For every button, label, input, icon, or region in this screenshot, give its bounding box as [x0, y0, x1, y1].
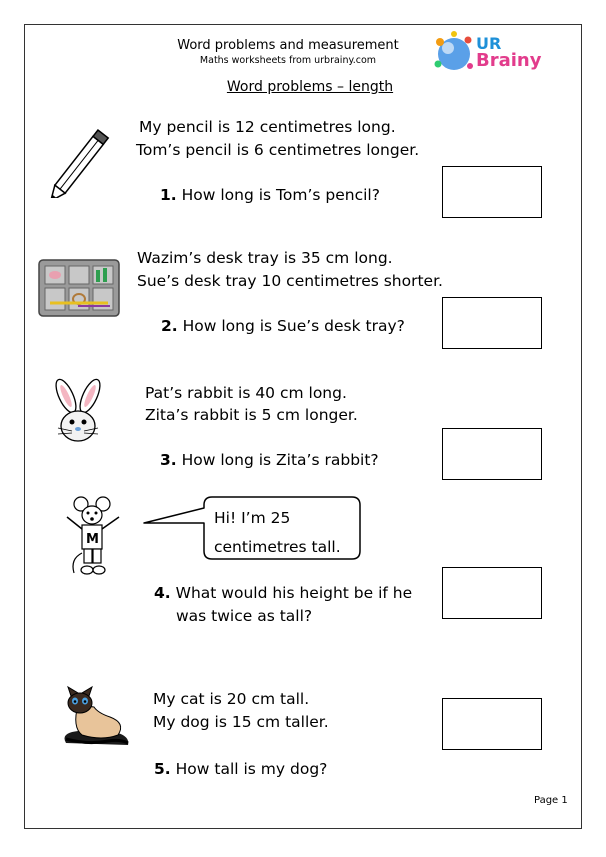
problem-3-line-2: Zita’s rabbit is 5 cm longer. [145, 406, 358, 424]
page-number: Page 1 [534, 795, 568, 806]
worksheet-title: Word problems and measurement [177, 38, 399, 53]
logo-ball-icon [432, 30, 476, 76]
question-1-text: How long is Tom’s pencil? [181, 186, 380, 204]
question-3-text: How long is Zita’s rabbit? [181, 451, 379, 469]
question-3 [160, 448, 379, 472]
answer-box-5[interactable] [442, 698, 542, 750]
question-4-number: 4. [154, 584, 171, 602]
svg-text:M: M [86, 532, 99, 547]
mouse-icon [64, 493, 124, 581]
problem-3-line-1: Pat’s rabbit is 40 cm long. [145, 384, 347, 402]
worksheet-subtitle: Maths worksheets from urbrainy.com [199, 55, 377, 66]
question-3-number: 3. [160, 451, 177, 469]
desk-tray-icon [38, 258, 120, 318]
cat-icon [58, 683, 134, 749]
problem-5-line-2: My dog is 15 cm taller. [153, 713, 329, 731]
section-title: Word problems – length [226, 79, 394, 95]
speech-bubble-line-1: Hi! I’m 25 [214, 509, 291, 527]
answer-box-3[interactable] [442, 428, 542, 480]
problem-2-line-1: Wazim’s desk tray is 35 cm long. [137, 249, 393, 267]
speech-bubble-line-2: centimetres tall. [214, 538, 341, 556]
question-1-number: 1. [160, 186, 177, 204]
question-4 [154, 581, 412, 605]
problem-2-line-2: Sue’s desk tray 10 centimetres shorter. [137, 272, 443, 290]
question-5 [154, 757, 327, 781]
problem-1-line-1: My pencil is 12 centimetres long. [139, 118, 396, 136]
question-2-text: How long is Sue’s desk tray? [182, 317, 405, 335]
question-4-text-line-1: What would his height be if he [175, 584, 413, 602]
question-1 [160, 183, 380, 207]
answer-box-4[interactable] [442, 567, 542, 619]
urbrainy-logo [430, 28, 550, 78]
problem-1-line-2: Tom’s pencil is 6 centimetres longer. [136, 141, 420, 159]
question-5-number: 5. [154, 760, 171, 778]
question-5-text: How tall is my dog? [175, 760, 328, 778]
rabbit-icon [46, 378, 110, 446]
answer-box-1[interactable] [442, 166, 542, 218]
question-2-number: 2. [161, 317, 178, 335]
question-4-text-line-2: was twice as tall? [176, 607, 313, 625]
problem-5-line-1: My cat is 20 cm tall. [153, 690, 310, 708]
logo-ur-text: UR [476, 34, 502, 53]
logo-brainy-text: Brainy [476, 50, 542, 71]
pencil-icon [50, 118, 120, 198]
question-2 [161, 314, 405, 338]
answer-box-2[interactable] [442, 297, 542, 349]
